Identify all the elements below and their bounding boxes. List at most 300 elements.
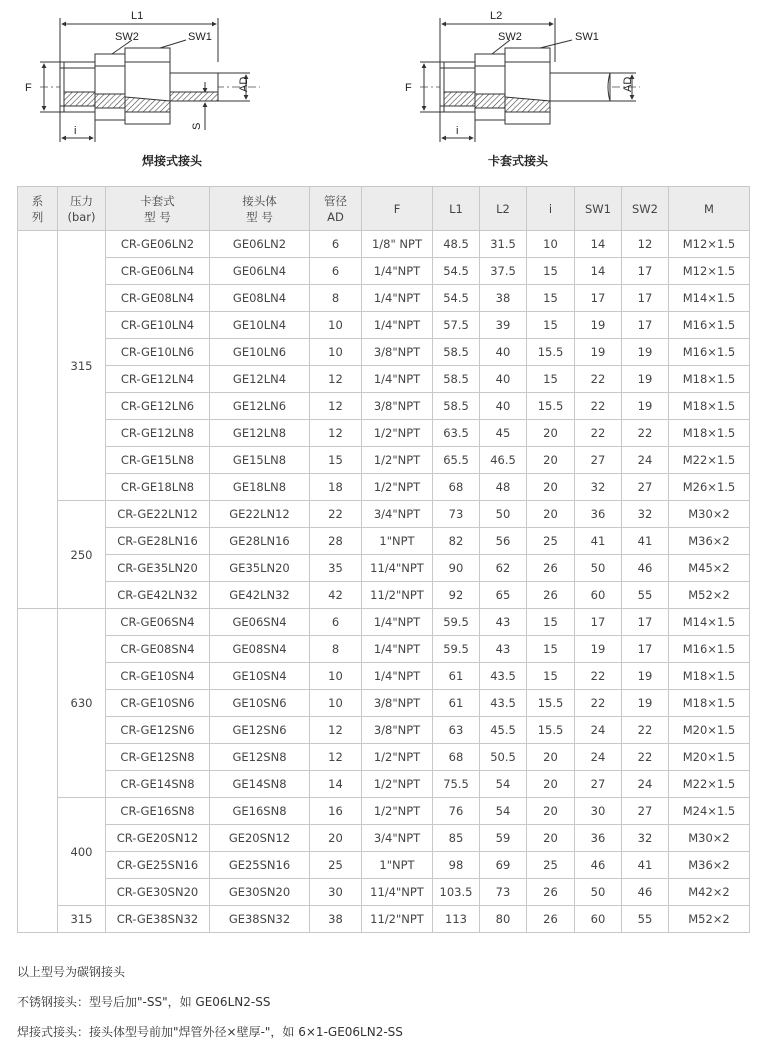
table-row bbox=[18, 906, 750, 933]
l2-cell: 39 bbox=[480, 312, 527, 339]
m-cell: M14×1.5 bbox=[669, 285, 750, 312]
table-row bbox=[18, 258, 750, 285]
body-model-cell: GE10LN4 bbox=[210, 312, 310, 339]
l2-cell: 37.5 bbox=[480, 258, 527, 285]
i-cell: 20 bbox=[527, 420, 575, 447]
ferrule-model-cell: CR-GE15LN8 bbox=[106, 447, 210, 474]
l1-cell: 90 bbox=[433, 555, 480, 582]
i-cell: 15.5 bbox=[527, 393, 575, 420]
ad-cell: 6 bbox=[310, 609, 362, 636]
table-row bbox=[18, 393, 750, 420]
l1-cell: 76 bbox=[433, 798, 480, 825]
sw2-cell: 12 bbox=[622, 231, 669, 258]
ferrule-model-cell: CR-GE12SN8 bbox=[106, 744, 210, 771]
f-cell: 3/4"NPT bbox=[362, 501, 433, 528]
sw1-cell: 22 bbox=[575, 393, 622, 420]
l1-cell: 63 bbox=[433, 717, 480, 744]
body-model-cell: GE42LN32 bbox=[210, 582, 310, 609]
ferrule-sw1-label: SW1 bbox=[575, 31, 599, 43]
m-cell: M20×1.5 bbox=[669, 717, 750, 744]
sw1-cell: 60 bbox=[575, 906, 622, 933]
ferrule-l2-label: L2 bbox=[490, 10, 503, 22]
m-cell: M22×1.5 bbox=[669, 447, 750, 474]
sw2-cell: 17 bbox=[622, 285, 669, 312]
l1-cell: 92 bbox=[433, 582, 480, 609]
sw2-cell: 22 bbox=[622, 420, 669, 447]
table-row bbox=[18, 609, 750, 636]
i-cell: 15.5 bbox=[527, 339, 575, 366]
l2-cell: 43 bbox=[480, 609, 527, 636]
body-model-cell: GE06LN2 bbox=[210, 231, 310, 258]
m-cell: M30×2 bbox=[669, 501, 750, 528]
sw1-cell: 17 bbox=[575, 609, 622, 636]
sw1-cell: 14 bbox=[575, 258, 622, 285]
body-model-cell: GE10SN4 bbox=[210, 663, 310, 690]
table-row bbox=[18, 663, 750, 690]
i-cell: 15.5 bbox=[527, 690, 575, 717]
pressure-cell: 315 bbox=[58, 906, 106, 933]
l2-cell: 54 bbox=[480, 771, 527, 798]
sw1-cell: 14 bbox=[575, 231, 622, 258]
table-row bbox=[18, 879, 750, 906]
l1-cell: 58.5 bbox=[433, 393, 480, 420]
f-cell: 1/4"NPT bbox=[362, 663, 433, 690]
sw2-cell: 24 bbox=[622, 447, 669, 474]
body-model-cell: GE08SN4 bbox=[210, 636, 310, 663]
sw1-cell: 27 bbox=[575, 447, 622, 474]
ad-cell: 35 bbox=[310, 555, 362, 582]
f-cell: 1/2"NPT bbox=[362, 744, 433, 771]
ferrule-model-cell: CR-GE20SN12 bbox=[106, 825, 210, 852]
body-model-cell: GE10LN6 bbox=[210, 339, 310, 366]
l1-cell: 65.5 bbox=[433, 447, 480, 474]
series-cell bbox=[18, 231, 58, 609]
f-cell: 3/8"NPT bbox=[362, 393, 433, 420]
sw1-cell: 41 bbox=[575, 528, 622, 555]
body-model-cell: GE22LN12 bbox=[210, 501, 310, 528]
l1-cell: 63.5 bbox=[433, 420, 480, 447]
sw2-cell: 55 bbox=[622, 906, 669, 933]
m-cell: M16×1.5 bbox=[669, 339, 750, 366]
ferrule-i-label: i bbox=[456, 125, 459, 137]
l2-cell: 65 bbox=[480, 582, 527, 609]
ferrule-model-cell: CR-GE22LN12 bbox=[106, 501, 210, 528]
f-cell: 3/8"NPT bbox=[362, 717, 433, 744]
l1-cell: 113 bbox=[433, 906, 480, 933]
l1-cell: 82 bbox=[433, 528, 480, 555]
m-cell: M52×2 bbox=[669, 582, 750, 609]
body-model-cell: GE38SN32 bbox=[210, 906, 310, 933]
sw2-cell: 19 bbox=[622, 690, 669, 717]
sw1-cell: 36 bbox=[575, 825, 622, 852]
body-model-cell: GE30SN20 bbox=[210, 879, 310, 906]
table-header-row bbox=[18, 187, 750, 231]
body-model-cell: GE06LN4 bbox=[210, 258, 310, 285]
i-cell: 26 bbox=[527, 582, 575, 609]
m-cell: M42×2 bbox=[669, 879, 750, 906]
sw1-cell: 46 bbox=[575, 852, 622, 879]
ferrule-model-cell: CR-GE25SN16 bbox=[106, 852, 210, 879]
l2-cell: 45 bbox=[480, 420, 527, 447]
sw1-cell: 22 bbox=[575, 663, 622, 690]
l2-cell: 46.5 bbox=[480, 447, 527, 474]
body-model-cell: GE10SN6 bbox=[210, 690, 310, 717]
l1-cell: 54.5 bbox=[433, 258, 480, 285]
l1-cell: 48.5 bbox=[433, 231, 480, 258]
l2-cell: 43 bbox=[480, 636, 527, 663]
header-f: F bbox=[362, 187, 433, 231]
table-row bbox=[18, 231, 750, 258]
ferrule-model-cell: CR-GE06LN2 bbox=[106, 231, 210, 258]
sw1-cell: 50 bbox=[575, 555, 622, 582]
l1-cell: 103.5 bbox=[433, 879, 480, 906]
sw2-cell: 17 bbox=[622, 312, 669, 339]
f-cell: 1/2"NPT bbox=[362, 420, 433, 447]
ad-cell: 15 bbox=[310, 447, 362, 474]
sw1-cell: 36 bbox=[575, 501, 622, 528]
welded-f-label: F bbox=[25, 82, 32, 94]
l1-cell: 68 bbox=[433, 474, 480, 501]
table-row bbox=[18, 744, 750, 771]
l2-cell: 48 bbox=[480, 474, 527, 501]
l2-cell: 69 bbox=[480, 852, 527, 879]
ferrule-f-label: F bbox=[405, 82, 412, 94]
body-model-cell: GE25SN16 bbox=[210, 852, 310, 879]
l1-cell: 61 bbox=[433, 690, 480, 717]
f-cell: 1"NPT bbox=[362, 528, 433, 555]
sw2-cell: 17 bbox=[622, 609, 669, 636]
l1-cell: 58.5 bbox=[433, 366, 480, 393]
ad-cell: 22 bbox=[310, 501, 362, 528]
sw1-cell: 32 bbox=[575, 474, 622, 501]
ad-cell: 12 bbox=[310, 420, 362, 447]
f-cell: 1/4"NPT bbox=[362, 366, 433, 393]
m-cell: M45×2 bbox=[669, 555, 750, 582]
l2-cell: 31.5 bbox=[480, 231, 527, 258]
sw2-cell: 41 bbox=[622, 528, 669, 555]
sw1-cell: 17 bbox=[575, 285, 622, 312]
sw2-cell: 46 bbox=[622, 555, 669, 582]
sw2-cell: 55 bbox=[622, 582, 669, 609]
ferrule-model-cell: CR-GE14SN8 bbox=[106, 771, 210, 798]
i-cell: 20 bbox=[527, 474, 575, 501]
ferrule-model-cell: CR-GE10SN6 bbox=[106, 690, 210, 717]
f-cell: 1/4"NPT bbox=[362, 609, 433, 636]
ferrule-model-cell: CR-GE28LN16 bbox=[106, 528, 210, 555]
body-model-cell: GE20SN12 bbox=[210, 825, 310, 852]
ferrule-model-cell: CR-GE35LN20 bbox=[106, 555, 210, 582]
sw1-cell: 19 bbox=[575, 312, 622, 339]
f-cell: 1"NPT bbox=[362, 852, 433, 879]
m-cell: M18×1.5 bbox=[669, 420, 750, 447]
f-cell: 11/4"NPT bbox=[362, 555, 433, 582]
welded-s-label: S bbox=[191, 122, 203, 130]
welded-sw1-label: SW1 bbox=[188, 31, 212, 43]
m-cell: M36×2 bbox=[669, 528, 750, 555]
pressure-cell: 400 bbox=[58, 798, 106, 906]
ad-cell: 25 bbox=[310, 852, 362, 879]
ferrule-model-cell: CR-GE12SN6 bbox=[106, 717, 210, 744]
ad-cell: 6 bbox=[310, 258, 362, 285]
sw1-cell: 24 bbox=[575, 717, 622, 744]
sw2-cell: 22 bbox=[622, 744, 669, 771]
l1-cell: 85 bbox=[433, 825, 480, 852]
i-cell: 15.5 bbox=[527, 717, 575, 744]
m-cell: M52×2 bbox=[669, 906, 750, 933]
l2-cell: 50.5 bbox=[480, 744, 527, 771]
table-row bbox=[18, 285, 750, 312]
body-model-cell: GE35LN20 bbox=[210, 555, 310, 582]
l1-cell: 54.5 bbox=[433, 285, 480, 312]
ferrule-sw2-label: SW2 bbox=[498, 31, 522, 43]
header-l1: L1 bbox=[433, 187, 480, 231]
m-cell: M18×1.5 bbox=[669, 690, 750, 717]
welded-ad-label: AD bbox=[238, 76, 250, 92]
l2-cell: 54 bbox=[480, 798, 527, 825]
m-cell: M18×1.5 bbox=[669, 663, 750, 690]
sw1-cell: 22 bbox=[575, 690, 622, 717]
ferrule-model-cell: CR-GE06SN4 bbox=[106, 609, 210, 636]
sw2-cell: 32 bbox=[622, 825, 669, 852]
m-cell: M16×1.5 bbox=[669, 636, 750, 663]
i-cell: 20 bbox=[527, 501, 575, 528]
ferrule-model-cell: CR-GE18LN8 bbox=[106, 474, 210, 501]
m-cell: M12×1.5 bbox=[669, 258, 750, 285]
ad-cell: 12 bbox=[310, 744, 362, 771]
i-cell: 15 bbox=[527, 285, 575, 312]
table-row bbox=[18, 852, 750, 879]
l1-cell: 59.5 bbox=[433, 609, 480, 636]
i-cell: 15 bbox=[527, 312, 575, 339]
body-model-cell: GE06SN4 bbox=[210, 609, 310, 636]
i-cell: 10 bbox=[527, 231, 575, 258]
pressure-cell: 630 bbox=[58, 609, 106, 798]
welded-fitting-drawing bbox=[40, 18, 260, 142]
ad-cell: 10 bbox=[310, 312, 362, 339]
f-cell: 1/2"NPT bbox=[362, 474, 433, 501]
sw2-cell: 19 bbox=[622, 339, 669, 366]
sw2-cell: 46 bbox=[622, 879, 669, 906]
f-cell: 1/8" NPT bbox=[362, 231, 433, 258]
ad-cell: 18 bbox=[310, 474, 362, 501]
i-cell: 26 bbox=[527, 906, 575, 933]
f-cell: 1/2"NPT bbox=[362, 798, 433, 825]
i-cell: 15 bbox=[527, 663, 575, 690]
l2-cell: 45.5 bbox=[480, 717, 527, 744]
header-series: 系 列 bbox=[18, 187, 58, 231]
ad-cell: 38 bbox=[310, 906, 362, 933]
header-ad: 管径 AD bbox=[310, 187, 362, 231]
sw2-cell: 27 bbox=[622, 798, 669, 825]
sw1-cell: 19 bbox=[575, 339, 622, 366]
header-body-model: 接头体 型 号 bbox=[210, 187, 310, 231]
sw2-cell: 17 bbox=[622, 258, 669, 285]
pressure-cell: 315 bbox=[58, 231, 106, 501]
header-sw1: SW1 bbox=[575, 187, 622, 231]
m-cell: M20×1.5 bbox=[669, 744, 750, 771]
welded-i-label: i bbox=[74, 125, 77, 137]
l2-cell: 40 bbox=[480, 339, 527, 366]
ferrule-model-cell: CR-GE30SN20 bbox=[106, 879, 210, 906]
table-row bbox=[18, 420, 750, 447]
sw2-cell: 32 bbox=[622, 501, 669, 528]
sw2-cell: 17 bbox=[622, 636, 669, 663]
spec-table bbox=[17, 186, 750, 933]
l2-cell: 56 bbox=[480, 528, 527, 555]
ferrule-model-cell: CR-GE42LN32 bbox=[106, 582, 210, 609]
m-cell: M18×1.5 bbox=[669, 393, 750, 420]
i-cell: 20 bbox=[527, 744, 575, 771]
header-pressure: 压力 (bar) bbox=[58, 187, 106, 231]
f-cell: 1/2"NPT bbox=[362, 771, 433, 798]
l1-cell: 59.5 bbox=[433, 636, 480, 663]
ad-cell: 8 bbox=[310, 285, 362, 312]
table-row bbox=[18, 717, 750, 744]
ad-cell: 6 bbox=[310, 231, 362, 258]
f-cell: 1/2"NPT bbox=[362, 447, 433, 474]
ferrule-model-cell: CR-GE12LN6 bbox=[106, 393, 210, 420]
i-cell: 25 bbox=[527, 852, 575, 879]
f-cell: 3/8"NPT bbox=[362, 339, 433, 366]
i-cell: 20 bbox=[527, 447, 575, 474]
ad-cell: 8 bbox=[310, 636, 362, 663]
note-carbon-steel: 以上型号为碳钢接头 bbox=[17, 965, 126, 979]
sw1-cell: 50 bbox=[575, 879, 622, 906]
i-cell: 15 bbox=[527, 609, 575, 636]
m-cell: M18×1.5 bbox=[669, 366, 750, 393]
ferrule-model-cell: CR-GE16SN8 bbox=[106, 798, 210, 825]
ad-cell: 42 bbox=[310, 582, 362, 609]
ferrule-model-cell: CR-GE12LN4 bbox=[106, 366, 210, 393]
i-cell: 26 bbox=[527, 879, 575, 906]
m-cell: M14×1.5 bbox=[669, 609, 750, 636]
ferrule-model-cell: CR-GE08LN4 bbox=[106, 285, 210, 312]
note-stainless: 不锈钢接头：型号后加"-SS"，如 GE06LN2-SS bbox=[17, 995, 271, 1009]
sw2-cell: 19 bbox=[622, 366, 669, 393]
i-cell: 20 bbox=[527, 798, 575, 825]
header-ferrule-model: 卡套式 型 号 bbox=[106, 187, 210, 231]
table-row bbox=[18, 825, 750, 852]
figures-area bbox=[0, 0, 766, 180]
i-cell: 20 bbox=[527, 771, 575, 798]
f-cell: 11/2"NPT bbox=[362, 906, 433, 933]
l2-cell: 40 bbox=[480, 393, 527, 420]
header-m: M bbox=[669, 187, 750, 231]
f-cell: 1/4"NPT bbox=[362, 258, 433, 285]
f-cell: 1/4"NPT bbox=[362, 285, 433, 312]
ad-cell: 14 bbox=[310, 771, 362, 798]
series-cell bbox=[18, 609, 58, 933]
ad-cell: 12 bbox=[310, 717, 362, 744]
ferrule-model-cell: CR-GE12LN8 bbox=[106, 420, 210, 447]
f-cell: 1/4"NPT bbox=[362, 636, 433, 663]
welded-l1-label: L1 bbox=[131, 10, 144, 22]
m-cell: M16×1.5 bbox=[669, 312, 750, 339]
sw2-cell: 19 bbox=[622, 663, 669, 690]
table-row bbox=[18, 555, 750, 582]
table-row bbox=[18, 798, 750, 825]
ad-cell: 28 bbox=[310, 528, 362, 555]
f-cell: 1/4"NPT bbox=[362, 312, 433, 339]
m-cell: M24×1.5 bbox=[669, 798, 750, 825]
table-row bbox=[18, 528, 750, 555]
l2-cell: 59 bbox=[480, 825, 527, 852]
body-model-cell: GE12LN4 bbox=[210, 366, 310, 393]
l2-cell: 43.5 bbox=[480, 663, 527, 690]
table-body bbox=[18, 231, 750, 933]
l1-cell: 98 bbox=[433, 852, 480, 879]
table-row bbox=[18, 771, 750, 798]
ferrule-model-cell: CR-GE38SN32 bbox=[106, 906, 210, 933]
body-model-cell: GE16SN8 bbox=[210, 798, 310, 825]
sw1-cell: 27 bbox=[575, 771, 622, 798]
ferrule-model-cell: CR-GE10LN6 bbox=[106, 339, 210, 366]
sw1-cell: 24 bbox=[575, 744, 622, 771]
ferrule-model-cell: CR-GE10SN4 bbox=[106, 663, 210, 690]
sw1-cell: 19 bbox=[575, 636, 622, 663]
ad-cell: 10 bbox=[310, 339, 362, 366]
table-row bbox=[18, 636, 750, 663]
ferrule-model-cell: CR-GE10LN4 bbox=[106, 312, 210, 339]
sw2-cell: 41 bbox=[622, 852, 669, 879]
ferrule-fitting-drawing bbox=[420, 18, 640, 142]
ferrule-ad-label: AD bbox=[622, 76, 634, 92]
i-cell: 15 bbox=[527, 258, 575, 285]
i-cell: 15 bbox=[527, 636, 575, 663]
body-model-cell: GE12LN8 bbox=[210, 420, 310, 447]
body-model-cell: GE28LN16 bbox=[210, 528, 310, 555]
ad-cell: 16 bbox=[310, 798, 362, 825]
sw1-cell: 22 bbox=[575, 420, 622, 447]
ad-cell: 20 bbox=[310, 825, 362, 852]
pressure-cell: 250 bbox=[58, 501, 106, 609]
ad-cell: 10 bbox=[310, 690, 362, 717]
m-cell: M26×1.5 bbox=[669, 474, 750, 501]
sw1-cell: 60 bbox=[575, 582, 622, 609]
body-model-cell: GE12SN8 bbox=[210, 744, 310, 771]
l2-cell: 62 bbox=[480, 555, 527, 582]
table-row bbox=[18, 312, 750, 339]
l2-cell: 80 bbox=[480, 906, 527, 933]
l1-cell: 57.5 bbox=[433, 312, 480, 339]
body-model-cell: GE14SN8 bbox=[210, 771, 310, 798]
sw2-cell: 22 bbox=[622, 717, 669, 744]
l1-cell: 61 bbox=[433, 663, 480, 690]
ad-cell: 10 bbox=[310, 663, 362, 690]
l2-cell: 43.5 bbox=[480, 690, 527, 717]
m-cell: M30×2 bbox=[669, 825, 750, 852]
ferrule-fitting-caption: 卡套式接头 bbox=[488, 154, 549, 168]
welded-sw2-label: SW2 bbox=[115, 31, 139, 43]
ferrule-model-cell: CR-GE06LN4 bbox=[106, 258, 210, 285]
notes bbox=[17, 963, 403, 1053]
sw2-cell: 19 bbox=[622, 393, 669, 420]
l2-cell: 50 bbox=[480, 501, 527, 528]
ferrule-model-cell: CR-GE08SN4 bbox=[106, 636, 210, 663]
l1-cell: 68 bbox=[433, 744, 480, 771]
header-i: i bbox=[527, 187, 575, 231]
f-cell: 11/2"NPT bbox=[362, 582, 433, 609]
i-cell: 25 bbox=[527, 528, 575, 555]
table-row bbox=[18, 690, 750, 717]
sw2-cell: 27 bbox=[622, 474, 669, 501]
m-cell: M12×1.5 bbox=[669, 231, 750, 258]
l2-cell: 40 bbox=[480, 366, 527, 393]
ad-cell: 30 bbox=[310, 879, 362, 906]
m-cell: M22×1.5 bbox=[669, 771, 750, 798]
table-row bbox=[18, 447, 750, 474]
l1-cell: 73 bbox=[433, 501, 480, 528]
